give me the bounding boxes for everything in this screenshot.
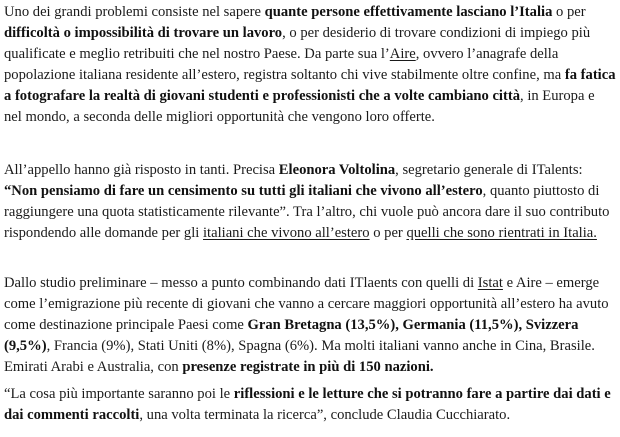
text: , o per desiderio di trovare condizioni di impiego più qualificate e meglio retribuiti che nel nostro Paese. Da parte sua l’ <box>4 25 591 62</box>
bold-text: riflessioni e le letture che si potranno fare a partire dai dati e dai commenti raccolti <box>4 386 611 423</box>
text: , segretario generale di ITalents: <box>395 162 583 178</box>
paragraph-conclusion <box>4 384 616 426</box>
text: o per <box>552 4 586 20</box>
rientrati-link[interactable]: quelli che sono rientrati in Italia. <box>406 225 597 241</box>
text: , in Europa e nel mondo, a seconda delle migliori opportunità che vengono loro offerte. <box>4 88 595 125</box>
text: , quanto piuttosto di raggiungere una quota statisticamente rilevante”. Tra l’altro, chi vuole può ancora dare il suo contributo rispondendo alle domande per gli <box>4 183 610 241</box>
person-name: Eleonora Voltolina <box>278 162 396 178</box>
istat-link[interactable]: Istat <box>477 275 503 291</box>
bold-text: presenze registrate in più di 150 nazioni. <box>182 359 434 375</box>
paragraph-intro <box>4 2 616 128</box>
text: Dallo studio preliminare – messo a punto combinando dati ITlaents con quelli di <box>4 275 478 291</box>
text: o per <box>369 225 407 241</box>
bold-text: fa fatica a fotografare la realtà di giovani studenti e professionisti che a volte cambiano città <box>4 67 616 104</box>
bold-text: difficoltà o impossibilità di trovare un lavoro <box>4 25 283 41</box>
paragraph-appeal <box>4 160 616 244</box>
text: , Francia (9%), Stati Uniti (8%), Spagna (6%). Ma molti italiani vanno anche in Cina, Brasile. Emirati Arabi e Australia, con <box>4 338 595 375</box>
italiani-estero-link[interactable]: italiani che vivono all’estero <box>203 225 370 241</box>
paragraph-study <box>4 273 616 378</box>
text: e Aire – emerge come l’emigrazione più recente di giovani che vanno a cercare maggiori opportunità all’estero ha avuto come destinazione principale Paesi come <box>4 275 609 333</box>
aire-link[interactable]: Aire <box>389 46 416 62</box>
text: Uno dei grandi problemi consiste nel sapere <box>4 4 265 20</box>
bold-countries: Gran Bretagna (13,5%), Germania (11,5%), Svizzera (9,5%) <box>4 317 579 354</box>
text: All’appello hanno già risposto in tanti. Precisa <box>4 162 279 178</box>
text: “La cosa più importante saranno poi le <box>4 386 234 402</box>
text: , ovvero l’anagrafe della popolazione italiana residente all’estero, registra soltanto chi vive stabilmente oltre confine, ma <box>4 46 565 83</box>
bold-text: quante persone effettivamente lasciano l’Italia <box>264 4 553 20</box>
bold-quote: “Non pensiamo di fare un censimento su tutti gli italiani che vivono all’estero <box>4 183 483 199</box>
text: , una volta terminata la ricerca”, conclude Claudia Cucchiarato. <box>139 407 511 423</box>
